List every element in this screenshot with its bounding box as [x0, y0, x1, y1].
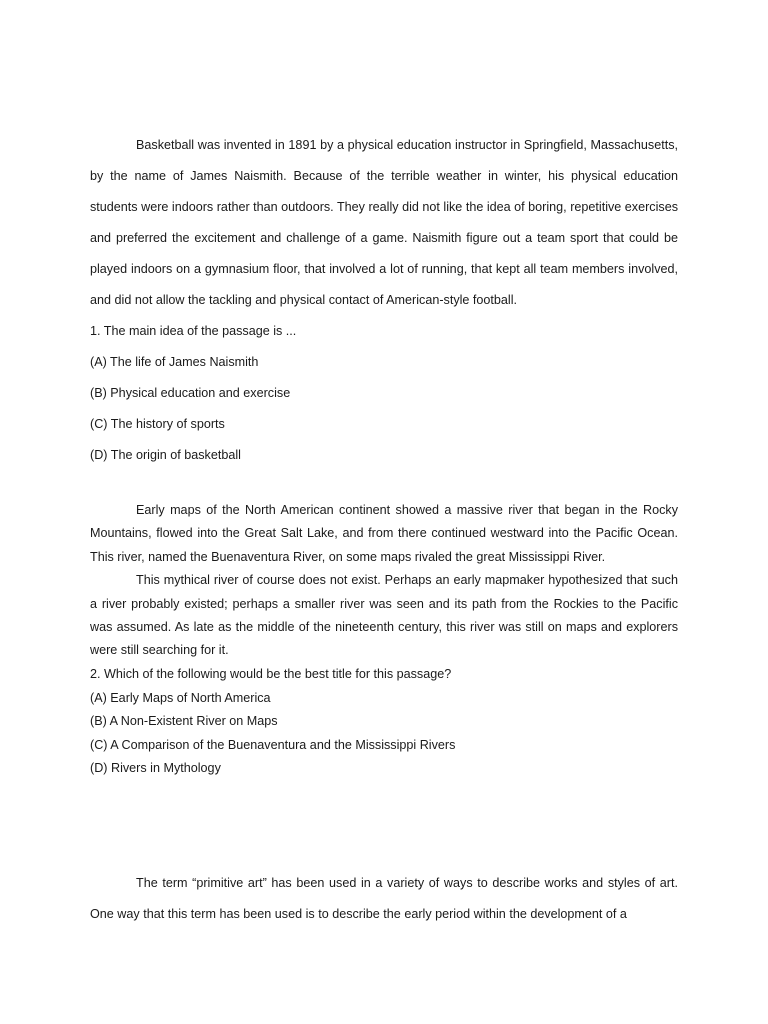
question-2-option-b[interactable]: (B) A Non-Existent River on Maps: [90, 714, 278, 728]
passage-2: [90, 499, 678, 663]
question-1-option-a[interactable]: (A) The life of James Naismith: [90, 355, 259, 369]
question-1-option-b[interactable]: (B) Physical education and exercise: [90, 386, 291, 400]
passage-3-paragraph: The term “primitive art” has been used in a variety of ways to describe works and styles of art. One way that this term has been used is to describe the early period within the development of a: [90, 876, 678, 921]
passage-3: [90, 868, 678, 930]
passage-2-paragraph-2: This mythical river of course does not exist. Perhaps an early mapmaker hypothesized that such a river probably existed; perhaps a smaller river was seen and its path from the Rockies to the Pacific was assumed. As late as the middle of the nineteenth century, this river was still on maps and explorers were still searching for it.: [90, 573, 678, 658]
question-2-option-a[interactable]: (A) Early Maps of North America: [90, 690, 271, 705]
passage-1: [90, 130, 678, 316]
question-2-option-c[interactable]: (C) A Comparison of the Buenaventura and the Mississippi Rivers: [90, 737, 456, 752]
passage-1-paragraph: Basketball was invented in 1891 by a physical education instructor in Springfield, Massachusetts, by the name of James Naismith. Because of the terrible weather in winter, his physical education students were indoors rather than outdoors. They really did not like the idea of boring, repetitive exercises and preferred the excitement and challenge of a game. Naismith figure out a team sport that could be played indoors on a gymnasium floor, that involved a lot of running, that kept all team members involved, and did not allow the tackling and physical contact of American-style football.: [90, 138, 678, 307]
question-1-option-d[interactable]: (D) The origin of basketball: [90, 448, 241, 462]
passage-2-paragraph-1: Early maps of the North American continent showed a massive river that began in the Rocky Mountains, flowed into the Great Salt Lake, and from there continued westward into the Pacific Ocean. This river, named the Buenaventura River, on some maps rivaled the great Mississippi River.: [90, 503, 678, 564]
question-2: [90, 663, 678, 781]
question-1: [90, 316, 678, 471]
question-1-stem: 1. The main idea of the passage is ...: [90, 324, 297, 338]
question-2-option-d[interactable]: (D) Rivers in Mythology: [90, 761, 221, 775]
question-2-stem: 2. Which of the following would be the best title for this passage?: [90, 667, 452, 681]
question-1-option-c[interactable]: (C) The history of sports: [90, 417, 225, 431]
